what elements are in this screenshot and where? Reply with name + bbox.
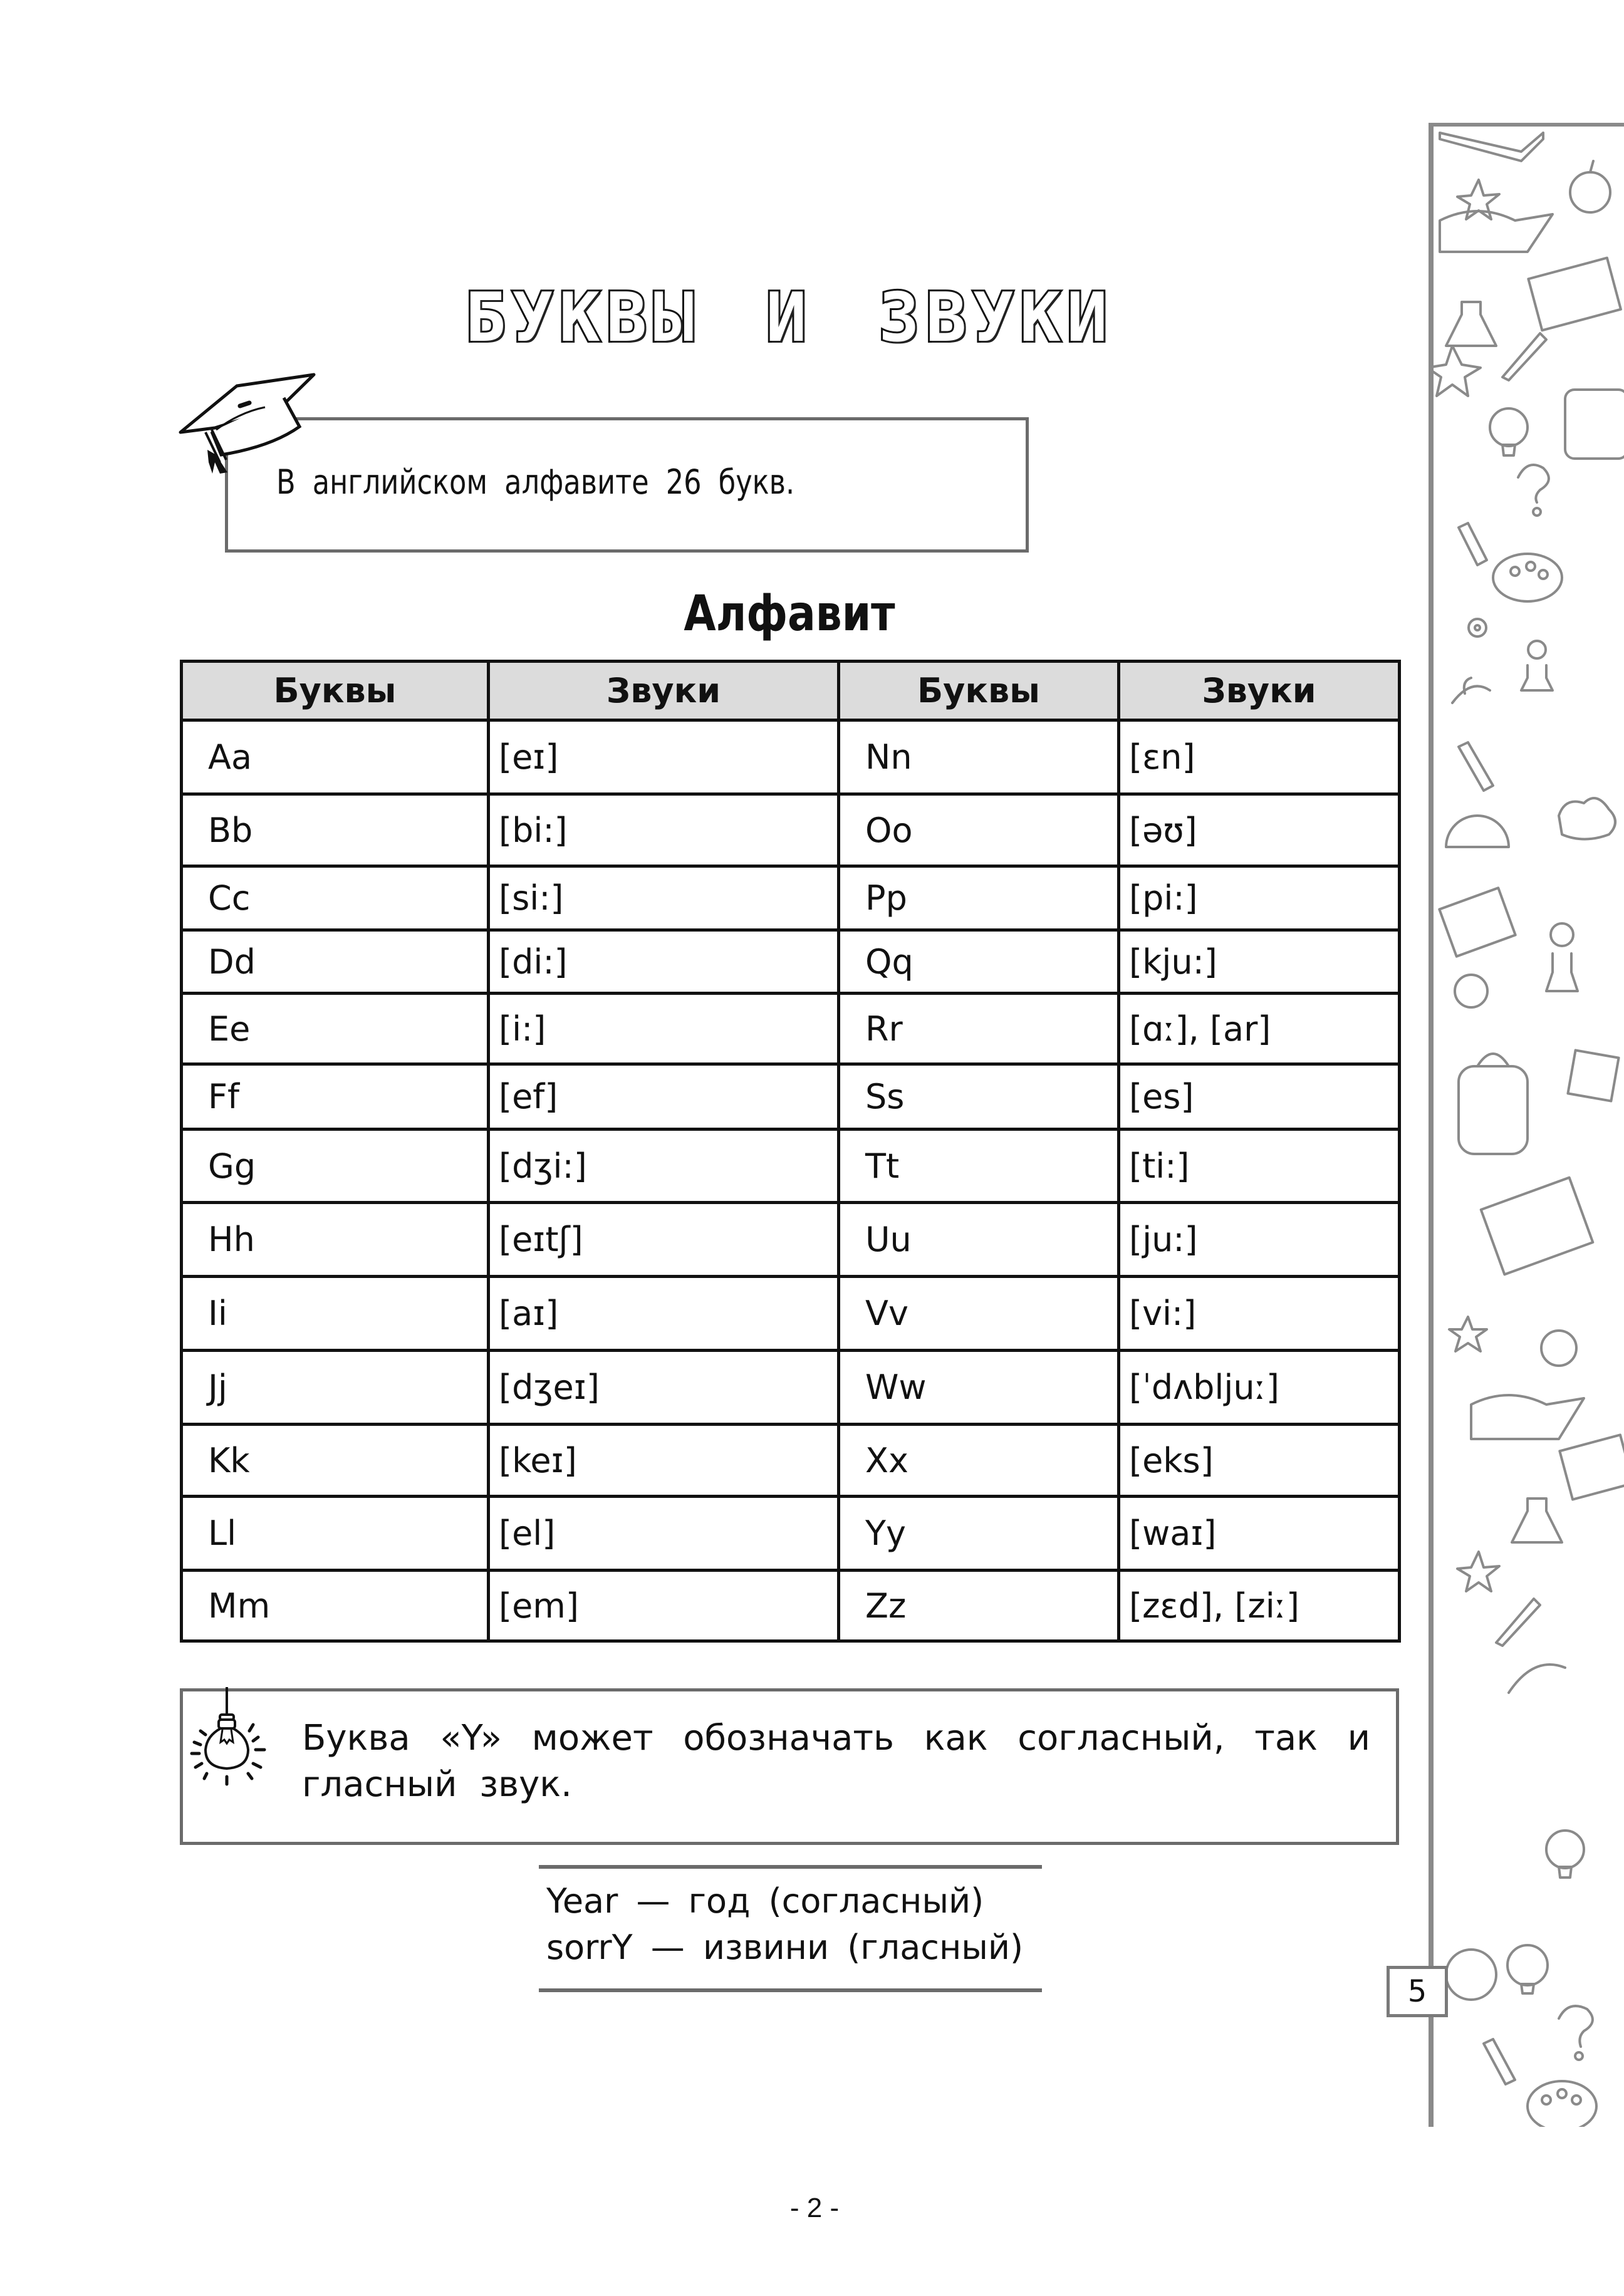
alphabet-table bbox=[180, 660, 1401, 1643]
example-rule-bottom bbox=[539, 1988, 1042, 1992]
notebook-doodle bbox=[1439, 888, 1515, 956]
flask-doodle bbox=[1446, 302, 1496, 346]
table-row bbox=[182, 1497, 1400, 1571]
letter-cell: Dd bbox=[182, 930, 489, 994]
table-row bbox=[182, 1571, 1400, 1641]
letter-cell: Zz bbox=[839, 1571, 1119, 1641]
sound-cell: [bi:] bbox=[489, 794, 839, 866]
header-letters-1: Буквы bbox=[182, 662, 489, 720]
letter-cell: Ww bbox=[839, 1351, 1119, 1425]
letter-cell: Oo bbox=[839, 794, 1119, 866]
cloud-doodle bbox=[1559, 798, 1615, 839]
note-doodle bbox=[1568, 1050, 1618, 1101]
sound-cell: [di:] bbox=[489, 930, 839, 994]
sound-cell: [ef] bbox=[489, 1064, 839, 1130]
apple-doodle bbox=[1541, 1331, 1576, 1366]
protractor-doodle bbox=[1446, 816, 1509, 847]
sound-cell: [aɪ] bbox=[489, 1277, 839, 1351]
bulb-doodle bbox=[1490, 408, 1528, 455]
open-book-doodle bbox=[1471, 1395, 1584, 1439]
letter-cell: Hh bbox=[182, 1203, 489, 1277]
footer-page-number: - 2 - bbox=[789, 2193, 840, 2223]
sound-cell: [waɪ] bbox=[1119, 1497, 1400, 1571]
example-line-year: Year — год (согласный) bbox=[546, 1881, 984, 1921]
table-row bbox=[182, 1064, 1400, 1130]
sound-cell: [eks] bbox=[1119, 1425, 1400, 1497]
letter-cell: Yy bbox=[839, 1497, 1119, 1571]
leaf-doodle bbox=[1452, 678, 1490, 703]
sound-cell: [kju:] bbox=[1119, 930, 1400, 994]
pencil-doodle bbox=[1459, 742, 1493, 791]
info-callout-text: В английском алфавите 26 букв. bbox=[276, 462, 795, 502]
letter-cell: Xx bbox=[839, 1425, 1119, 1497]
letter-cell: Mm bbox=[182, 1571, 489, 1641]
letter-cell: Uu bbox=[839, 1203, 1119, 1277]
sound-cell: [es] bbox=[1119, 1064, 1400, 1130]
header-letters-2: Буквы bbox=[839, 662, 1119, 720]
pencil-doodle bbox=[1459, 523, 1487, 565]
graduation-cap-icon bbox=[177, 368, 321, 475]
sound-cell: [ju:] bbox=[1119, 1203, 1400, 1277]
apple-doodle bbox=[1570, 161, 1610, 212]
clock-doodle bbox=[1446, 1950, 1496, 2000]
vase-doodle bbox=[1521, 641, 1553, 690]
sound-cell: [dʒeɪ] bbox=[489, 1351, 839, 1425]
letter-cell: Rr bbox=[839, 994, 1119, 1064]
brush-doodle bbox=[1496, 1599, 1540, 1646]
sound-cell: [i:] bbox=[489, 994, 839, 1064]
bulb-doodle bbox=[1546, 1831, 1584, 1878]
header-sounds-1: Звуки bbox=[489, 662, 839, 720]
book-doodle bbox=[1481, 1178, 1593, 1275]
lightbulb-icon bbox=[188, 1687, 269, 1812]
table-row bbox=[182, 1425, 1400, 1497]
letter-cell: Ff bbox=[182, 1064, 489, 1130]
sound-cell: [ˈdʌbljuː] bbox=[1119, 1351, 1400, 1425]
alphabet-heading: Алфавит bbox=[684, 586, 895, 642]
letter-cell: Ll bbox=[182, 1497, 489, 1571]
sound-cell: [si:] bbox=[489, 866, 839, 930]
table-row bbox=[182, 1351, 1400, 1425]
brush-doodle bbox=[1502, 333, 1546, 380]
letter-cell: Kk bbox=[182, 1425, 489, 1497]
letter-cell: Aa bbox=[182, 720, 489, 794]
star-doodle bbox=[1457, 1552, 1499, 1591]
school-doodles-pattern bbox=[1434, 127, 1624, 2127]
star-doodle bbox=[1434, 346, 1481, 396]
sound-cell: [ti:] bbox=[1119, 1130, 1400, 1203]
palette-doodle bbox=[1493, 554, 1562, 601]
letter-cell: Ss bbox=[839, 1064, 1119, 1130]
letter-cell: Gg bbox=[182, 1130, 489, 1203]
question-doodle bbox=[1559, 2006, 1593, 2060]
question-doodle bbox=[1518, 465, 1549, 516]
flower-doodle bbox=[1469, 619, 1486, 636]
open-book-doodle bbox=[1440, 211, 1553, 252]
note-text: Буква «Y» может обозначать как согласный, так и гласный звук. bbox=[302, 1718, 1370, 1805]
sound-cell: [əʊ] bbox=[1119, 794, 1400, 866]
examples-block bbox=[546, 1878, 1048, 1971]
sound-cell: [em] bbox=[489, 1571, 839, 1641]
table-row bbox=[182, 930, 1400, 994]
sound-cell: [el] bbox=[489, 1497, 839, 1571]
star-doodle bbox=[1449, 1317, 1487, 1351]
notebook-doodle bbox=[1528, 258, 1621, 331]
leaf-doodle bbox=[1509, 1665, 1565, 1693]
table-row bbox=[182, 1130, 1400, 1203]
book-doodle bbox=[1440, 133, 1543, 161]
apple-doodle bbox=[1455, 975, 1487, 1007]
sound-cell: [pi:] bbox=[1119, 866, 1400, 930]
letter-cell: Nn bbox=[839, 720, 1119, 794]
letter-cell: Vv bbox=[839, 1277, 1119, 1351]
backpack-doodle bbox=[1565, 390, 1624, 459]
palette-doodle bbox=[1528, 2081, 1596, 2127]
letter-cell: Ee bbox=[182, 994, 489, 1064]
sound-cell: [ɛn] bbox=[1119, 720, 1400, 794]
sound-cell: [dʒi:] bbox=[489, 1130, 839, 1203]
table-row bbox=[182, 994, 1400, 1064]
table-header-row bbox=[182, 662, 1400, 720]
example-rule-top bbox=[539, 1865, 1042, 1869]
pencil-doodle bbox=[1484, 2039, 1515, 2084]
sound-cell: [keɪ] bbox=[489, 1425, 839, 1497]
letter-cell: Cc bbox=[182, 866, 489, 930]
bulb-doodle bbox=[1507, 1945, 1548, 1993]
letter-cell: Jj bbox=[182, 1351, 489, 1425]
example-line-sorry: sorrY — извини (гласный) bbox=[546, 1928, 1024, 1967]
table-row bbox=[182, 1277, 1400, 1351]
letter-cell: Ii bbox=[182, 1277, 489, 1351]
table-row bbox=[182, 866, 1400, 930]
page-number-tab: 5 bbox=[1387, 1966, 1448, 2017]
sound-cell: [zɛd], [ziː] bbox=[1119, 1571, 1400, 1641]
sound-cell: [eɪtʃ] bbox=[489, 1203, 839, 1277]
table-row bbox=[182, 720, 1400, 794]
letter-cell: Bb bbox=[182, 794, 489, 866]
notebook-doodle bbox=[1559, 1435, 1624, 1499]
sound-cell: [ɑː], [ar] bbox=[1119, 994, 1400, 1064]
flask-doodle bbox=[1512, 1499, 1562, 1542]
letter-cell: Pp bbox=[839, 866, 1119, 930]
letter-cell: Tt bbox=[839, 1130, 1119, 1203]
sound-cell: [vi:] bbox=[1119, 1277, 1400, 1351]
table-row bbox=[182, 1203, 1400, 1277]
table-row bbox=[182, 794, 1400, 866]
page-title: БУКВЫ И ЗВУКИ bbox=[465, 279, 1114, 357]
letter-cell: Qq bbox=[839, 930, 1119, 994]
backpack-doodle bbox=[1459, 1054, 1528, 1154]
decorative-side-strip bbox=[1429, 123, 1624, 2127]
vase-doodle bbox=[1546, 923, 1578, 991]
header-sounds-2: Звуки bbox=[1119, 662, 1400, 720]
sound-cell: [eɪ] bbox=[489, 720, 839, 794]
